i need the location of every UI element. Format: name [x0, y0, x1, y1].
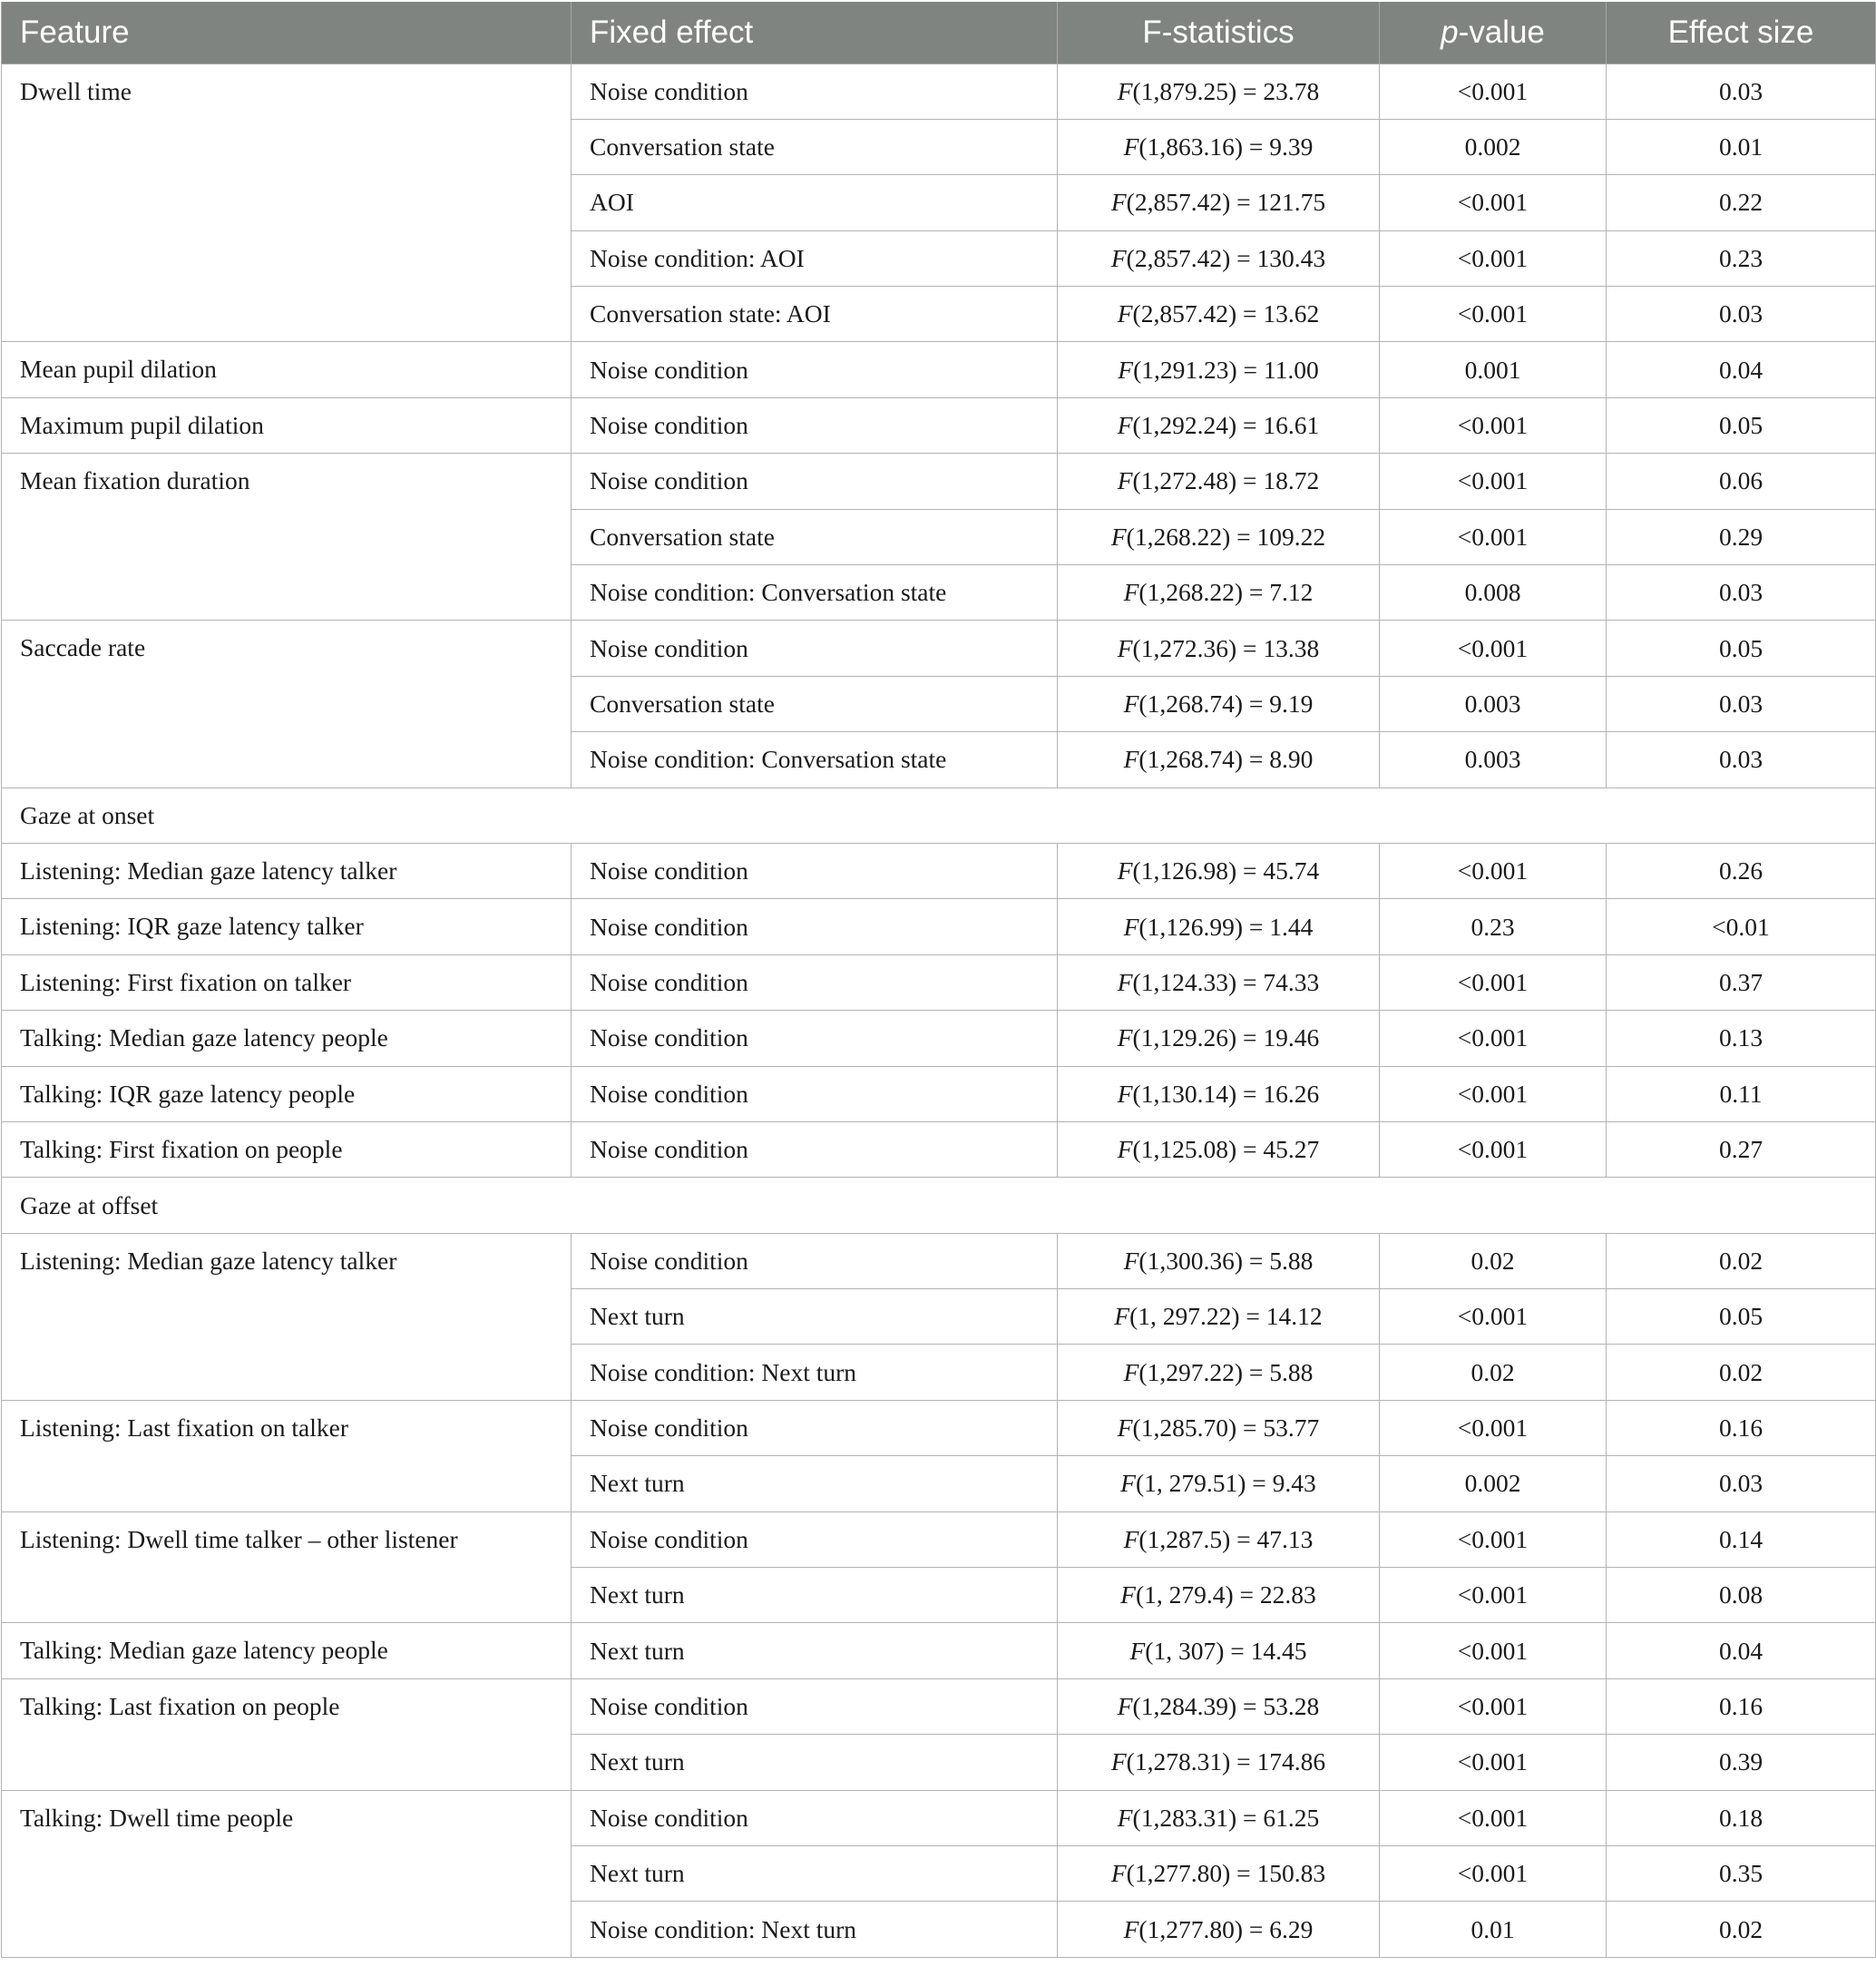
fixed-effect-cell: Noise condition [572, 1011, 1058, 1066]
f-value: (1,130.14) = 16.26 [1132, 1079, 1320, 1108]
fixed-effect-cell: Next turn [572, 1289, 1058, 1345]
f-symbol: F [1117, 1803, 1133, 1832]
f-value: (1,863.16) = 9.39 [1138, 132, 1314, 161]
fixed-effect-cell: Next turn [572, 1735, 1058, 1790]
fixed-effect-cell: Noise condition [572, 454, 1058, 509]
f-statistic-cell [1058, 119, 1380, 174]
f-value: (1, 307) = 14.45 [1145, 1636, 1307, 1665]
fixed-effect-cell: Noise condition [572, 397, 1058, 453]
fixed-effect-cell: Noise condition [572, 1066, 1058, 1121]
f-symbol: F [1123, 1914, 1139, 1943]
p-value-cell: 0.002 [1380, 1456, 1607, 1511]
p-value-cell: <0.001 [1380, 64, 1607, 119]
f-value: (1,268.74) = 9.19 [1138, 689, 1314, 718]
f-value: (1,300.36) = 5.88 [1138, 1246, 1314, 1275]
f-symbol: F [1123, 912, 1139, 941]
effect-size-cell: 0.05 [1607, 1289, 1876, 1345]
f-value: (2,857.42) = 130.43 [1126, 243, 1326, 272]
effect-size-cell: 0.03 [1607, 287, 1876, 342]
table-row [2, 454, 1876, 509]
effect-size-cell: 0.14 [1607, 1511, 1876, 1567]
fixed-effect-cell: Noise condition [572, 64, 1058, 119]
feature-cell: Talking: Median gaze latency people [2, 1011, 572, 1066]
f-statistic-cell [1058, 565, 1380, 621]
section-label: Gaze at offset [2, 1178, 1876, 1233]
f-value: (1,297.22) = 5.88 [1138, 1357, 1314, 1386]
feature-cell: Talking: First fixation on people [2, 1121, 572, 1177]
f-symbol: F [1110, 188, 1127, 217]
feature-cell: Listening: IQR gaze latency talker [2, 899, 572, 954]
f-value: (1,272.48) = 18.72 [1132, 466, 1320, 495]
feature-cell: Listening: Dwell time talker – other listener [2, 1511, 572, 1623]
p-value-cell: <0.001 [1380, 1735, 1607, 1790]
effect-size-cell: 0.02 [1607, 1233, 1876, 1288]
p-value-cell: <0.001 [1380, 1568, 1607, 1623]
fixed-effect-cell: Next turn [572, 1623, 1058, 1678]
table-body [2, 64, 1876, 1957]
p-value-cell: <0.001 [1380, 1623, 1607, 1678]
f-symbol: F [1117, 1692, 1133, 1721]
effect-size-cell: 0.35 [1607, 1846, 1876, 1902]
fixed-effect-cell: Noise condition [572, 954, 1058, 1010]
f-symbol: F [1110, 522, 1127, 551]
p-value-cell: <0.001 [1380, 175, 1607, 230]
f-value: (1,292.24) = 16.61 [1132, 411, 1320, 440]
p-value-cell: 0.02 [1380, 1233, 1607, 1288]
feature-cell: Listening: Last fixation on talker [2, 1400, 572, 1511]
p-value-cell: <0.001 [1380, 454, 1607, 509]
f-symbol: F [1117, 466, 1133, 495]
f-symbol: F [1114, 1302, 1130, 1331]
feature-cell: Talking: Last fixation on people [2, 1678, 572, 1790]
f-symbol: F [1120, 1469, 1136, 1498]
f-statistic-cell [1058, 1121, 1380, 1177]
feature-cell: Mean pupil dilation [2, 342, 572, 397]
p-value-cell: <0.001 [1380, 954, 1607, 1010]
effect-size-cell: 0.39 [1607, 1735, 1876, 1790]
f-statistic-cell [1058, 1289, 1380, 1345]
f-statistic-cell [1058, 1456, 1380, 1511]
feature-cell: Talking: Median gaze latency people [2, 1623, 572, 1678]
fixed-effect-cell: Noise condition: Conversation state [572, 565, 1058, 621]
fixed-effect-cell: Noise condition [572, 1678, 1058, 1734]
effect-size-cell: 0.03 [1607, 1456, 1876, 1511]
table-row [2, 397, 1876, 453]
fixed-effect-cell: Conversation state: AOI [572, 287, 1058, 342]
fixed-effect-cell: Noise condition [572, 621, 1058, 676]
table-row [2, 1511, 1876, 1567]
feature-cell: Talking: Dwell time people [2, 1790, 572, 1957]
feature-cell: Saccade rate [2, 621, 572, 787]
f-symbol: F [1117, 967, 1133, 996]
table-row [2, 1233, 1876, 1288]
table-row [2, 1400, 1876, 1455]
f-symbol: F [1110, 1859, 1127, 1888]
section-row [2, 1178, 1876, 1233]
effect-size-cell: 0.22 [1607, 175, 1876, 230]
f-symbol: F [1123, 1357, 1139, 1386]
f-value: (1,126.99) = 1.44 [1138, 912, 1314, 941]
f-value: (1,268.74) = 8.90 [1138, 745, 1314, 774]
p-value-cell: <0.001 [1380, 1846, 1607, 1902]
effect-size-cell: 0.16 [1607, 1400, 1876, 1455]
f-value: (1,277.80) = 150.83 [1126, 1859, 1326, 1888]
f-symbol: F [1123, 1246, 1139, 1275]
table-row [2, 843, 1876, 898]
effect-size-cell: 0.29 [1607, 509, 1876, 564]
f-statistic-cell [1058, 1011, 1380, 1066]
feature-cell: Dwell time [2, 64, 572, 342]
f-statistic-cell [1058, 1400, 1380, 1455]
p-value-cell: 0.001 [1380, 342, 1607, 397]
effect-size-cell: 0.02 [1607, 1345, 1876, 1400]
f-statistic-cell [1058, 843, 1380, 898]
f-value: (1,124.33) = 74.33 [1132, 967, 1320, 996]
section-label: Gaze at onset [2, 787, 1876, 843]
feature-cell: Mean fixation duration [2, 454, 572, 621]
f-statistic-cell [1058, 287, 1380, 342]
feature-cell: Talking: IQR gaze latency people [2, 1066, 572, 1121]
table-row [2, 621, 1876, 676]
p-value-cell: 0.002 [1380, 119, 1607, 174]
f-statistic-cell [1058, 509, 1380, 564]
effect-size-cell: 0.03 [1607, 732, 1876, 787]
fixed-effect-cell: Noise condition [572, 899, 1058, 954]
f-symbol: F [1110, 1747, 1127, 1776]
table-row [2, 64, 1876, 119]
fixed-effect-cell: Conversation state [572, 509, 1058, 564]
fixed-effect-cell: Noise condition [572, 1121, 1058, 1177]
fixed-effect-cell: Conversation state [572, 676, 1058, 731]
f-symbol: F [1120, 1580, 1136, 1609]
header-p-value [1380, 2, 1607, 64]
header-feature: Feature [2, 2, 572, 64]
fixed-effect-cell: Noise condition [572, 1790, 1058, 1845]
f-statistic-cell [1058, 1066, 1380, 1121]
f-symbol: F [1123, 578, 1139, 607]
f-statistic-cell [1058, 454, 1380, 509]
f-value: (1,291.23) = 11.00 [1133, 355, 1319, 384]
p-value-cell: <0.001 [1380, 1790, 1607, 1845]
f-value: (1,268.22) = 109.22 [1126, 522, 1326, 551]
effect-size-cell: 0.37 [1607, 954, 1876, 1010]
f-statistic-cell [1058, 621, 1380, 676]
header-p-letter: p [1441, 14, 1459, 50]
effect-size-cell: 0.05 [1607, 397, 1876, 453]
effect-size-cell: <0.01 [1607, 899, 1876, 954]
p-value-cell: <0.001 [1380, 287, 1607, 342]
fixed-effect-cell: Noise condition [572, 1400, 1058, 1455]
f-statistic-cell [1058, 1233, 1380, 1288]
table-row [2, 954, 1876, 1010]
effect-size-cell: 0.16 [1607, 1678, 1876, 1734]
feature-cell: Maximum pupil dilation [2, 397, 572, 453]
fixed-effect-cell: Noise condition: Conversation state [572, 732, 1058, 787]
f-statistic-cell [1058, 732, 1380, 787]
f-statistic-cell [1058, 899, 1380, 954]
f-value: (1,268.22) = 7.12 [1138, 578, 1314, 607]
effect-size-cell: 0.04 [1607, 1623, 1876, 1678]
p-value-cell: 0.23 [1380, 899, 1607, 954]
effect-size-cell: 0.08 [1607, 1568, 1876, 1623]
f-statistic-cell [1058, 1623, 1380, 1678]
effect-size-cell: 0.03 [1607, 64, 1876, 119]
fixed-effect-cell: Noise condition [572, 843, 1058, 898]
p-value-cell: <0.001 [1380, 1066, 1607, 1121]
effect-size-cell: 0.03 [1607, 565, 1876, 621]
p-value-cell: <0.001 [1380, 1011, 1607, 1066]
effect-size-cell: 0.18 [1607, 1790, 1876, 1845]
f-statistic-cell [1058, 1790, 1380, 1845]
table-row [2, 1121, 1876, 1177]
fixed-effect-cell: Conversation state [572, 119, 1058, 174]
f-value: (1,125.08) = 45.27 [1132, 1135, 1320, 1164]
table-row [2, 1011, 1876, 1066]
header-p-suffix: -value [1458, 14, 1545, 50]
fixed-effect-cell: Noise condition: Next turn [572, 1902, 1058, 1957]
f-value: (1,285.70) = 53.77 [1132, 1414, 1320, 1443]
f-value: (1, 297.22) = 14.12 [1129, 1302, 1323, 1331]
section-row [2, 787, 1876, 843]
effect-size-cell: 0.13 [1607, 1011, 1876, 1066]
p-value-cell: <0.001 [1380, 509, 1607, 564]
f-value: (1,126.98) = 45.74 [1132, 856, 1320, 885]
p-value-cell: 0.003 [1380, 732, 1607, 787]
f-statistic-cell [1058, 1678, 1380, 1734]
f-symbol: F [1117, 1135, 1133, 1164]
effect-size-cell: 0.11 [1607, 1066, 1876, 1121]
f-value: (1,283.31) = 61.25 [1132, 1803, 1320, 1832]
fixed-effect-cell: AOI [572, 175, 1058, 230]
f-statistic-cell [1058, 1902, 1380, 1957]
f-symbol: F [1117, 1414, 1133, 1443]
f-value: (1, 279.4) = 22.83 [1135, 1580, 1316, 1609]
feature-cell: Listening: First fixation on talker [2, 954, 572, 1010]
f-statistic-cell [1058, 1846, 1380, 1902]
fixed-effect-cell: Next turn [572, 1846, 1058, 1902]
f-statistic-cell [1058, 342, 1380, 397]
fixed-effect-cell: Noise condition [572, 1511, 1058, 1567]
effect-size-cell: 0.23 [1607, 230, 1876, 286]
fixed-effect-cell: Next turn [572, 1568, 1058, 1623]
header-effect-size: Effect size [1607, 2, 1876, 64]
f-symbol: F [1117, 856, 1133, 885]
table-row [2, 1678, 1876, 1734]
effect-size-cell: 0.06 [1607, 454, 1876, 509]
p-value-cell: 0.003 [1380, 676, 1607, 731]
effect-size-cell: 0.26 [1607, 843, 1876, 898]
f-statistic-cell [1058, 1345, 1380, 1400]
f-symbol: F [1117, 1023, 1133, 1052]
table-header [2, 2, 1876, 64]
statistics-table [1, 2, 1876, 1958]
fixed-effect-cell: Next turn [572, 1456, 1058, 1511]
fixed-effect-cell: Noise condition [572, 1233, 1058, 1288]
f-statistic-cell [1058, 175, 1380, 230]
f-symbol: F [1123, 1524, 1139, 1553]
f-symbol: F [1123, 132, 1139, 161]
effect-size-cell: 0.01 [1607, 119, 1876, 174]
p-value-cell: <0.001 [1380, 1289, 1607, 1345]
f-value: (1,287.5) = 47.13 [1138, 1524, 1314, 1553]
fixed-effect-cell: Noise condition [572, 342, 1058, 397]
feature-cell: Listening: Median gaze latency talker [2, 843, 572, 898]
effect-size-cell: 0.27 [1607, 1121, 1876, 1177]
table-row [2, 1623, 1876, 1678]
f-statistic-cell [1058, 64, 1380, 119]
f-symbol: F [1123, 745, 1139, 774]
p-value-cell: 0.02 [1380, 1345, 1607, 1400]
f-statistic-cell [1058, 954, 1380, 1010]
f-symbol: F [1117, 76, 1133, 105]
p-value-cell: <0.001 [1380, 397, 1607, 453]
p-value-cell: <0.001 [1380, 843, 1607, 898]
f-symbol: F [1117, 299, 1133, 328]
effect-size-cell: 0.05 [1607, 621, 1876, 676]
p-value-cell: 0.008 [1380, 565, 1607, 621]
f-value: (1, 279.51) = 9.43 [1135, 1469, 1316, 1498]
table-row [2, 1066, 1876, 1121]
f-symbol: F [1117, 1079, 1133, 1108]
f-symbol: F [1110, 243, 1127, 272]
f-statistic-cell [1058, 1511, 1380, 1567]
p-value-cell: <0.001 [1380, 621, 1607, 676]
f-value: (1,879.25) = 23.78 [1132, 76, 1320, 105]
header-f-statistics: F-statistics [1058, 2, 1380, 64]
f-value: (1,278.31) = 174.86 [1126, 1747, 1326, 1776]
fixed-effect-cell: Noise condition: AOI [572, 230, 1058, 286]
f-symbol: F [1117, 411, 1133, 440]
fixed-effect-cell: Noise condition: Next turn [572, 1345, 1058, 1400]
p-value-cell: <0.001 [1380, 1121, 1607, 1177]
f-value: (1,129.26) = 19.46 [1132, 1023, 1320, 1052]
effect-size-cell: 0.02 [1607, 1902, 1876, 1957]
f-value: (1,277.80) = 6.29 [1138, 1914, 1314, 1943]
header-fixed-effect: Fixed effect [572, 2, 1058, 64]
table-row [2, 1790, 1876, 1845]
p-value-cell: <0.001 [1380, 230, 1607, 286]
f-symbol: F [1123, 689, 1139, 718]
f-statistic-cell [1058, 397, 1380, 453]
p-value-cell: <0.001 [1380, 1678, 1607, 1734]
effect-size-cell: 0.04 [1607, 342, 1876, 397]
f-value: (2,857.42) = 121.75 [1126, 188, 1326, 217]
f-statistic-cell [1058, 230, 1380, 286]
p-value-cell: <0.001 [1380, 1511, 1607, 1567]
f-statistic-cell [1058, 1568, 1380, 1623]
p-value-cell: <0.001 [1380, 1400, 1607, 1455]
f-symbol: F [1129, 1636, 1146, 1665]
f-symbol: F [1118, 355, 1134, 384]
f-value: (1,272.36) = 13.38 [1132, 633, 1320, 662]
f-value: (1,284.39) = 53.28 [1132, 1692, 1320, 1721]
p-value-cell: 0.01 [1380, 1902, 1607, 1957]
f-value: (2,857.42) = 13.62 [1132, 299, 1320, 328]
feature-cell: Listening: Median gaze latency talker [2, 1233, 572, 1400]
f-statistic-cell [1058, 1735, 1380, 1790]
effect-size-cell: 0.03 [1607, 676, 1876, 731]
table-row [2, 899, 1876, 954]
table-row [2, 342, 1876, 397]
f-statistic-cell [1058, 676, 1380, 731]
header-row [2, 2, 1876, 64]
f-symbol: F [1117, 633, 1133, 662]
